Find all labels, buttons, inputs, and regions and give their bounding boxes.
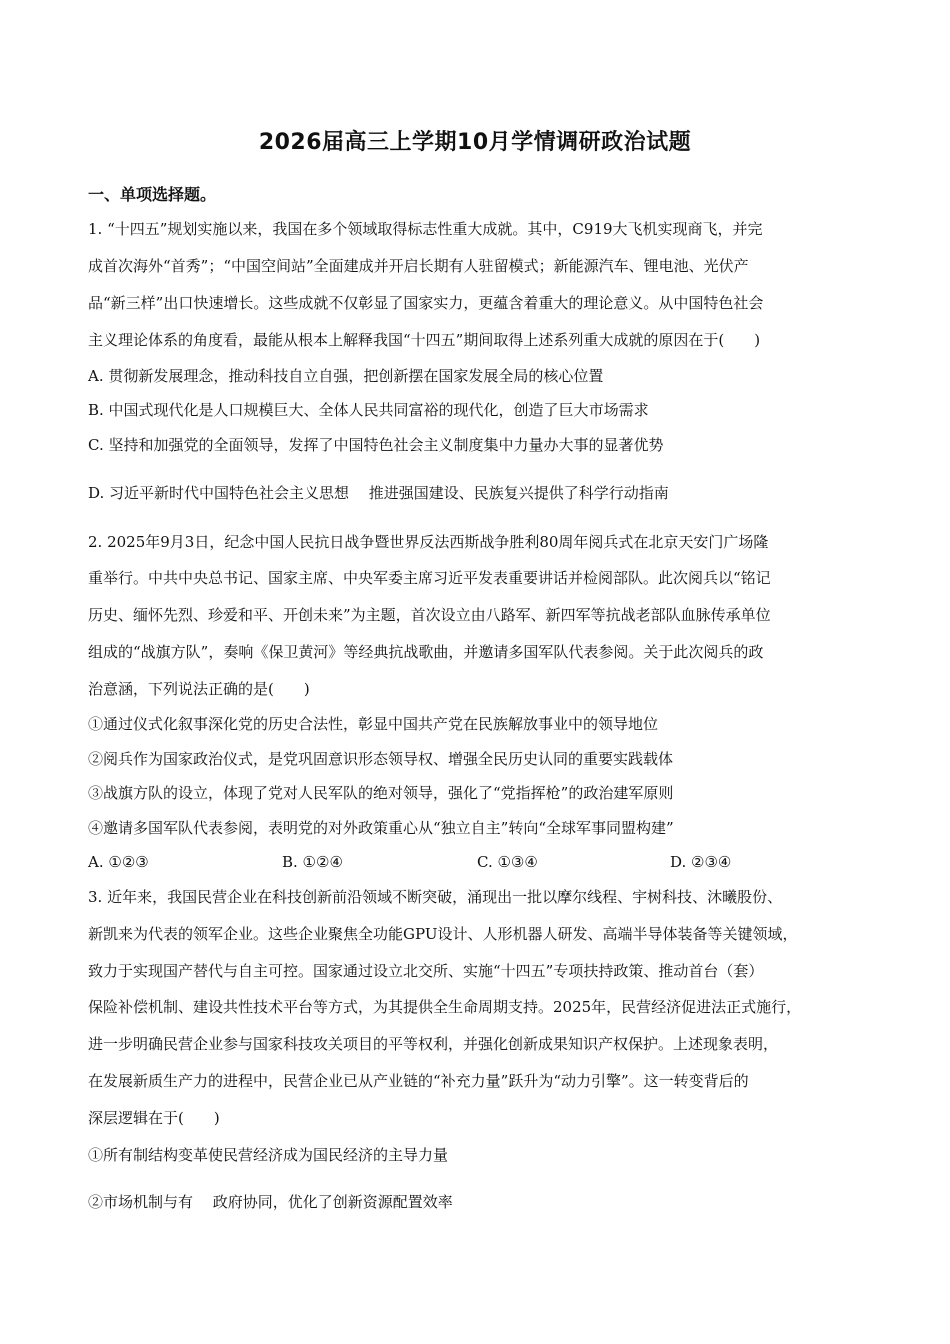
q3-stem-line: 进一步明确民营企业参与国家科技攻关项目的平等权利，并强化创新成果知识产权保护。上述现象表明， <box>88 1035 779 1053</box>
q3-statement-1: ①所有制结构变革使民营经济成为国民经济的主导力量 <box>88 1146 449 1164</box>
q1-option-b: B. 中国式现代化是人口规模巨大、全体人民共同富裕的现代化，创造了巨大市场需求 <box>88 401 649 419</box>
q2-statement-1: ①通过仪式化叙事深化党的历史合法性，彰显中国共产党在民族解放事业中的领导地位 <box>88 715 659 733</box>
q2-stem-line: 重举行。中共中央总书记、国家主席、中央军委主席习近平发表重要讲话并检阅部队。此次阅兵以“铭记 <box>88 569 771 587</box>
q2-statement-4: ④邀请多国军队代表参阅，表明党的对外政策重心从“独立自主”转向“全球军事同盟构建” <box>88 819 674 837</box>
q2-statement-2: ②阅兵作为国家政治仪式，是党巩固意识形态领导权、增强全民历史认同的重要实践载体 <box>88 750 674 768</box>
q2-option-a: A. ①②③ <box>88 853 149 871</box>
q1-option-a: A. 贯彻新发展理念，推动科技自立自强，把创新摆在国家发展全局的核心位置 <box>88 367 604 385</box>
q2-option-c: C. ①③④ <box>477 853 538 871</box>
q3-statement-2: ②市场机制与有 政府协同，优化了创新资源配置效率 <box>88 1193 453 1211</box>
q1-option-c: C. 坚持和加强党的全面领导，发挥了中国特色社会主义制度集中力量办大事的显著优势 <box>88 436 664 454</box>
q2-statement-3: ③战旗方队的设立，体现了党对人民军队的绝对领导，强化了“党指挥枪”的政治建军原则 <box>88 784 674 802</box>
section-heading: 一、单项选择题。 <box>88 185 217 204</box>
q2-stem-line: 治意涵，下列说法正确的是( ) <box>88 680 310 698</box>
q1-stem-line: 主义理论体系的角度看，最能从根本上解释我国“十四五”期间取得上述系列重大成就的原因在于( ) <box>88 331 761 349</box>
q3-stem-line: 在发展新质生产力的进程中，民营企业已从产业链的“补充力量”跃升为“动力引擎”。这一转变背后的 <box>88 1072 749 1090</box>
q1-stem-line: 品“新三样”出口快速增长。这些成就不仅彰显了国家实力，更蕴含着重大的理论意义。从中国特色社会 <box>88 294 764 312</box>
q2-option-d: D. ②③④ <box>670 853 732 871</box>
page-title: 2026届高三上学期10月学情调研政治试题 <box>258 130 692 155</box>
q2-option-b: B. ①②④ <box>282 853 343 871</box>
q3-stem-line: 保险补偿机制、建设共性技术平台等方式，为其提供全生命周期支持。2025年，民营经济促进法正式施行， <box>88 998 802 1016</box>
q3-stem-line: 深层逻辑在于( ) <box>88 1109 220 1127</box>
q3-stem-line: 新凯来为代表的领军企业。这些企业聚焦全功能GPU设计、人形机器人研发、高端半导体装备等关键领域， <box>88 925 798 943</box>
q2-stem-line: 历史、缅怀先烈、珍爱和平、开创未来”为主题，首次设立由八路军、新四军等抗战老部队血脉传承单位 <box>88 606 771 624</box>
q1-option-d: D. 习近平新时代中国特色社会主义思想 推进强国建设、民族复兴提供了科学行动指南 <box>88 484 669 502</box>
q3-stem-line: 3. 近年来，我国民营企业在科技创新前沿领域不断突破，涌现出一批以摩尔线程、宇树科技、沐曦股份、 <box>88 888 783 906</box>
q3-stem-line: 致力于实现国产替代与自主可控。国家通过设立北交所、实施“十四五”专项扶持政策、推动首台（套） <box>88 962 764 980</box>
q1-stem-line: 1. “十四五”规划实施以来，我国在多个领域取得标志性重大成就。其中，C919大飞机实现商飞，并完 <box>88 220 763 238</box>
q2-stem-line: 2. 2025年9月3日，纪念中国人民抗日战争暨世界反法西斯战争胜利80周年阅兵式在北京天安门广场隆 <box>88 533 769 551</box>
q2-options-row <box>88 851 868 873</box>
q2-stem-line: 组成的“战旗方队”，奏响《保卫黄河》等经典抗战歌曲，并邀请多国军队代表参阅。关于此次阅兵的政 <box>88 643 764 661</box>
q1-stem-line: 成首次海外“首秀”；“中国空间站”全面建成并开启长期有人驻留模式；新能源汽车、锂电池、光伏产 <box>88 257 749 275</box>
